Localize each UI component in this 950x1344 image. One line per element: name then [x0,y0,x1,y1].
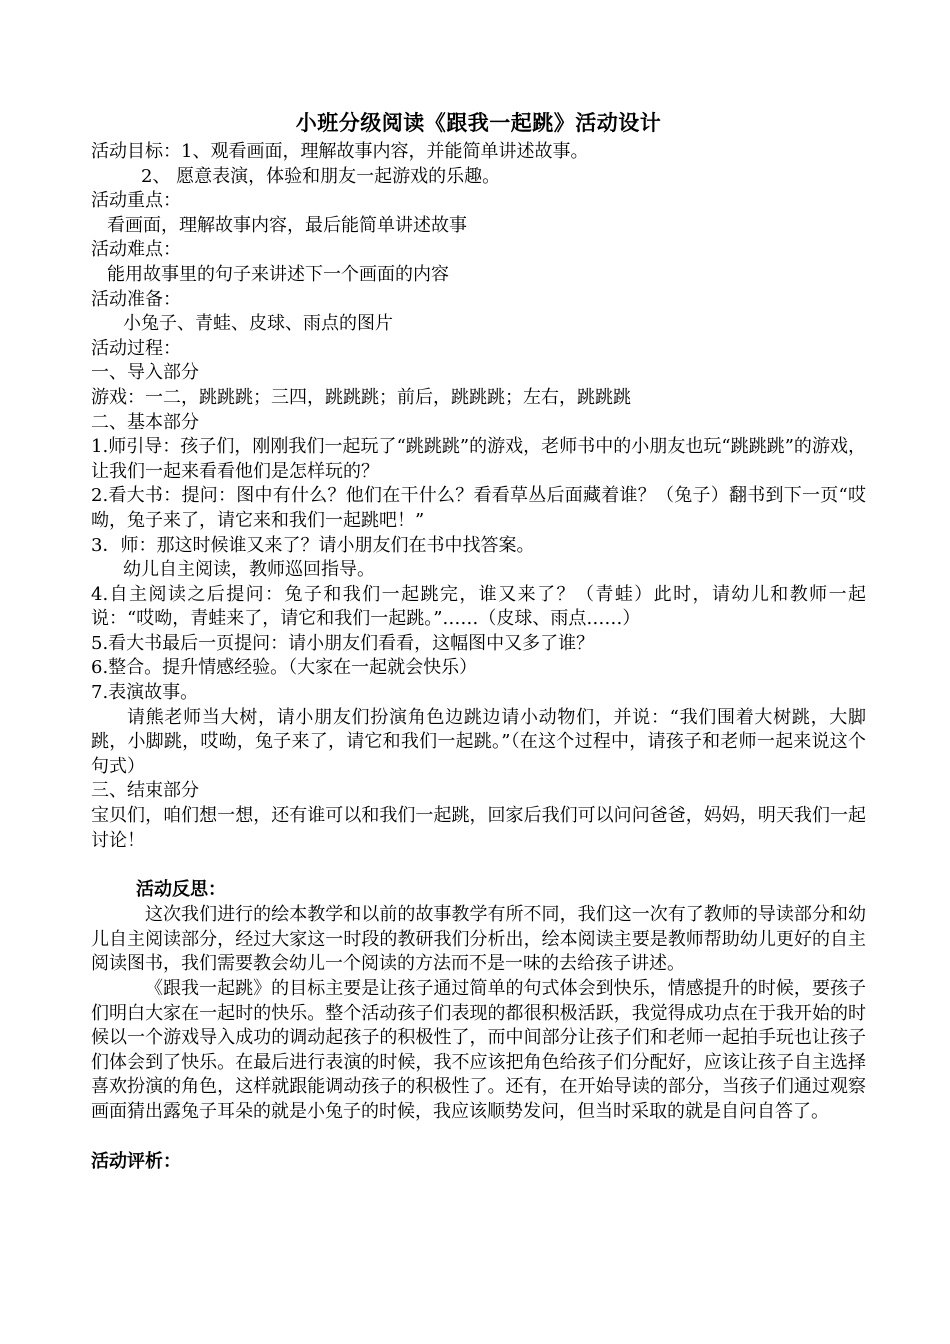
part3-title: 三、结束部分 [91,780,199,802]
reflection-paragraph-1: 这次我们进行的绘本教学和以前的故事教学有所不同，我们这一次有了教师的导读部分和幼儿自主阅读部分，经过大家这一时段的教研我们分析出，绘本阅读主要是教师帮助幼儿更好的自主阅读图书，我们需要教会幼儿一个阅读的方法而不是一味的去给孩子讲述。 [91,904,866,975]
step-5: 5.看大书最后一页提问：请小朋友们看看，这幅图中又多了谁？ [91,632,595,654]
difficulty-label: 活动难点： [91,239,181,261]
spacer [91,853,866,877]
goals-line-2: 2、 愿意表演，体验和朋友一起游戏的乐趣。 [141,165,501,187]
process-label: 活动过程： [91,337,181,359]
step-2: 2.看大书：提问：图中有什么？他们在干什么？看看草丛后面藏着谁？（兔子）翻书到下一页“哎呦，兔子来了，请它来和我们一起跳吧！” [91,485,866,531]
reflection-paragraph-2: 《跟我一起跳》的目标主要是让孩子通过简单的句式体会到快乐，情感提升的时候，要孩子们明白大家在一起时的快乐。整个活动孩子们表现的都很积极活跃，我觉得成功点在于我开始的时候以一个游戏导入成功的调动起孩子的积极性了，而中间部分让孩子们和老师一起拍手玩也让孩子们体会到了快乐。在最后进行表演的时候，我不应该把角色给孩子们分配好，应该让孩子自主选择喜欢扮演的角色，这样就跟能调动孩子的积极性了。还有，在开始导读的部分，当孩子们通过观察画面猜出露兔子耳朵的就是小兔子的时候，我应该顺势发问，但当时采取的就是自问自答了。 [91,978,866,1122]
evaluation-title: 活动评析： [91,1150,181,1172]
key-point-text: 看画面，理解故事内容，最后能简单讲述故事 [107,214,467,236]
step-4: 4.自主阅读之后提问：兔子和我们一起跳完，谁又来了？（青蛙）此时，请幼儿和教师一起说：“哎呦，青蛙来了，请它和我们一起跳。”……（皮球、雨点……） [91,583,866,630]
preparation-text: 小兔子、青蛙、皮球、雨点的图片 [123,313,393,335]
step-1: 1.师引导：孩子们，刚刚我们一起玩了“跳跳跳”的游戏，老师书中的小朋友也玩“跳跳跳”的游戏，让我们一起来看看他们是怎样玩的？ [91,436,866,482]
part2-title: 二、基本部分 [91,411,199,433]
document-title: 小班分级阅读《跟我一起跳》活动设计 [295,110,662,135]
difficulty-text: 能用故事里的句子来讲述下一个画面的内容 [107,263,449,285]
step-6: 6.整合。提升情感经验。（大家在一起就会快乐） [91,657,478,679]
part1-title: 一、导入部分 [91,362,199,384]
step-3: 3．师：那这时候谁又来了？请小朋友们在书中找答案。 [91,534,535,556]
part1-game: 游戏：一二，跳跳跳；三四，跳跳跳；前后，跳跳跳；左右，跳跳跳 [91,386,631,408]
preparation-label: 活动准备： [91,288,181,310]
reflection-title: 活动反思： [136,879,226,901]
step-7: 7.表演故事。 [91,682,199,704]
goals-line-1: 活动目标：1、观看画面，理解故事内容，并能简单讲述故事。 [91,141,589,162]
spacer [91,1125,866,1149]
document-page [91,108,866,1175]
step-3-sub: 幼儿自主阅读，教师巡回指导。 [123,559,375,581]
part3-text: 宝贝们，咱们想一想，还有谁可以和我们一起跳，回家后我们可以问问爸爸，妈妈，明天我们一起讨论！ [91,805,866,851]
step-7-text: 请熊老师当大树，请小朋友们扮演角色边跳边请小动物们，并说：“我们围着大树跳，大脚跳，小脚跳，哎呦，兔子来了，请它和我们一起跳。”（在这个过程中，请孩子和老师一起来说这个句式） [91,706,866,777]
key-point-label: 活动重点： [91,190,181,212]
